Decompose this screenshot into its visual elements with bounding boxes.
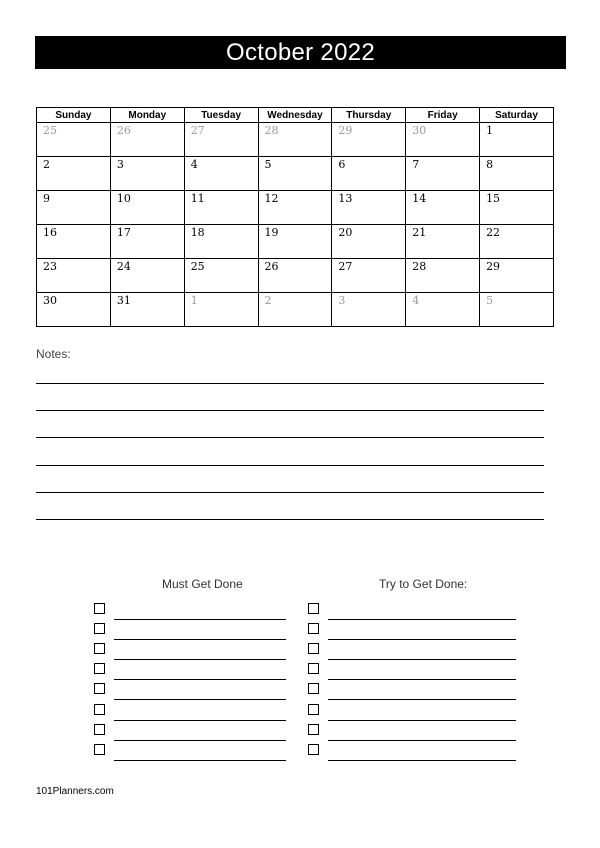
- checklist-line[interactable]: [114, 699, 286, 700]
- calendar-week-row: [37, 123, 554, 157]
- calendar-day-cell: 29: [332, 123, 406, 157]
- calendar-day-cell: 24: [110, 259, 184, 293]
- checklist-line[interactable]: [328, 639, 516, 640]
- checklist-line[interactable]: [328, 659, 516, 660]
- calendar-day-cell: 26: [110, 123, 184, 157]
- note-line[interactable]: [36, 492, 544, 493]
- calendar-day-cell: 25: [184, 259, 258, 293]
- checkbox[interactable]: [94, 724, 105, 735]
- checklist-line[interactable]: [328, 760, 516, 761]
- weekday-header: Monday: [110, 108, 184, 123]
- calendar-week-row: [37, 191, 554, 225]
- checkbox[interactable]: [94, 663, 105, 674]
- note-line[interactable]: [36, 383, 544, 384]
- weekday-header: Friday: [406, 108, 480, 123]
- calendar-day-cell: 12: [258, 191, 332, 225]
- checkbox[interactable]: [94, 704, 105, 715]
- calendar-day-cell: 4: [406, 293, 480, 327]
- checkbox[interactable]: [94, 744, 105, 755]
- must-get-done-title: Must Get Done: [162, 577, 243, 591]
- calendar-day-cell: 30: [406, 123, 480, 157]
- checkbox[interactable]: [308, 643, 319, 654]
- checkbox[interactable]: [308, 603, 319, 614]
- calendar-day-cell: 10: [110, 191, 184, 225]
- calendar-day-cell: 28: [258, 123, 332, 157]
- calendar-day-cell: 2: [37, 157, 111, 191]
- calendar-day-cell: 1: [184, 293, 258, 327]
- calendar-day-cell: 26: [258, 259, 332, 293]
- calendar-week-row: [37, 225, 554, 259]
- calendar-day-cell: 11: [184, 191, 258, 225]
- calendar-day-cell: 16: [37, 225, 111, 259]
- checklist-line[interactable]: [328, 740, 516, 741]
- calendar-body: [37, 123, 554, 327]
- checklist-line[interactable]: [114, 619, 286, 620]
- calendar-day-cell: 21: [406, 225, 480, 259]
- weekday-header: Wednesday: [258, 108, 332, 123]
- calendar-day-cell: 6: [332, 157, 406, 191]
- checkbox[interactable]: [94, 603, 105, 614]
- try-to-get-done-title: Try to Get Done:: [379, 577, 468, 591]
- checklist-line[interactable]: [114, 659, 286, 660]
- calendar-day-cell: 4: [184, 157, 258, 191]
- calendar-day-cell: 5: [480, 293, 554, 327]
- page-title: October 2022: [225, 38, 376, 66]
- note-line[interactable]: [36, 410, 544, 411]
- weekday-header: Saturday: [480, 108, 554, 123]
- calendar-week-row: [37, 259, 554, 293]
- calendar-day-cell: 8: [480, 157, 554, 191]
- note-line[interactable]: [36, 519, 544, 520]
- weekday-header: Sunday: [37, 108, 111, 123]
- calendar-day-cell: 30: [37, 293, 111, 327]
- title-bar: [35, 36, 566, 69]
- footer-brand: 101Planners.com: [36, 786, 114, 797]
- calendar-day-cell: 14: [406, 191, 480, 225]
- checkbox[interactable]: [308, 704, 319, 715]
- weekday-header-row: [37, 108, 554, 123]
- calendar-day-cell: 29: [480, 259, 554, 293]
- checklist-line[interactable]: [328, 720, 516, 721]
- checklist-line[interactable]: [114, 720, 286, 721]
- calendar-week-row: [37, 157, 554, 191]
- checkbox[interactable]: [308, 683, 319, 694]
- notes-label: Notes:: [36, 347, 71, 361]
- calendar-day-cell: 13: [332, 191, 406, 225]
- calendar-day-cell: 3: [332, 293, 406, 327]
- checklist-line[interactable]: [114, 740, 286, 741]
- calendar-day-cell: 7: [406, 157, 480, 191]
- calendar-day-cell: 27: [332, 259, 406, 293]
- checkbox[interactable]: [308, 663, 319, 674]
- checkbox[interactable]: [308, 623, 319, 634]
- note-line[interactable]: [36, 465, 544, 466]
- calendar-day-cell: 22: [480, 225, 554, 259]
- note-line[interactable]: [36, 437, 544, 438]
- calendar-day-cell: 28: [406, 259, 480, 293]
- weekday-header: Tuesday: [184, 108, 258, 123]
- checkbox[interactable]: [94, 623, 105, 634]
- checklist-line[interactable]: [114, 679, 286, 680]
- calendar-day-cell: 25: [37, 123, 111, 157]
- calendar-day-cell: 17: [110, 225, 184, 259]
- calendar-day-cell: 20: [332, 225, 406, 259]
- calendar-day-cell: 2: [258, 293, 332, 327]
- calendar-day-cell: 31: [110, 293, 184, 327]
- calendar-day-cell: 9: [37, 191, 111, 225]
- calendar-day-cell: 27: [184, 123, 258, 157]
- calendar-grid: [36, 107, 554, 327]
- calendar-day-cell: 19: [258, 225, 332, 259]
- checklist-line[interactable]: [328, 679, 516, 680]
- calendar-week-row: [37, 293, 554, 327]
- weekday-header: Thursday: [332, 108, 406, 123]
- calendar-day-cell: 18: [184, 225, 258, 259]
- checklist-line[interactable]: [328, 619, 516, 620]
- checkbox[interactable]: [308, 724, 319, 735]
- checkbox[interactable]: [94, 683, 105, 694]
- calendar-day-cell: 1: [480, 123, 554, 157]
- calendar-day-cell: 15: [480, 191, 554, 225]
- calendar-day-cell: 5: [258, 157, 332, 191]
- checklist-line[interactable]: [114, 760, 286, 761]
- checkbox[interactable]: [308, 744, 319, 755]
- checklist-line[interactable]: [114, 639, 286, 640]
- calendar-day-cell: 23: [37, 259, 111, 293]
- checklist-line[interactable]: [328, 699, 516, 700]
- checkbox[interactable]: [94, 643, 105, 654]
- calendar-day-cell: 3: [110, 157, 184, 191]
